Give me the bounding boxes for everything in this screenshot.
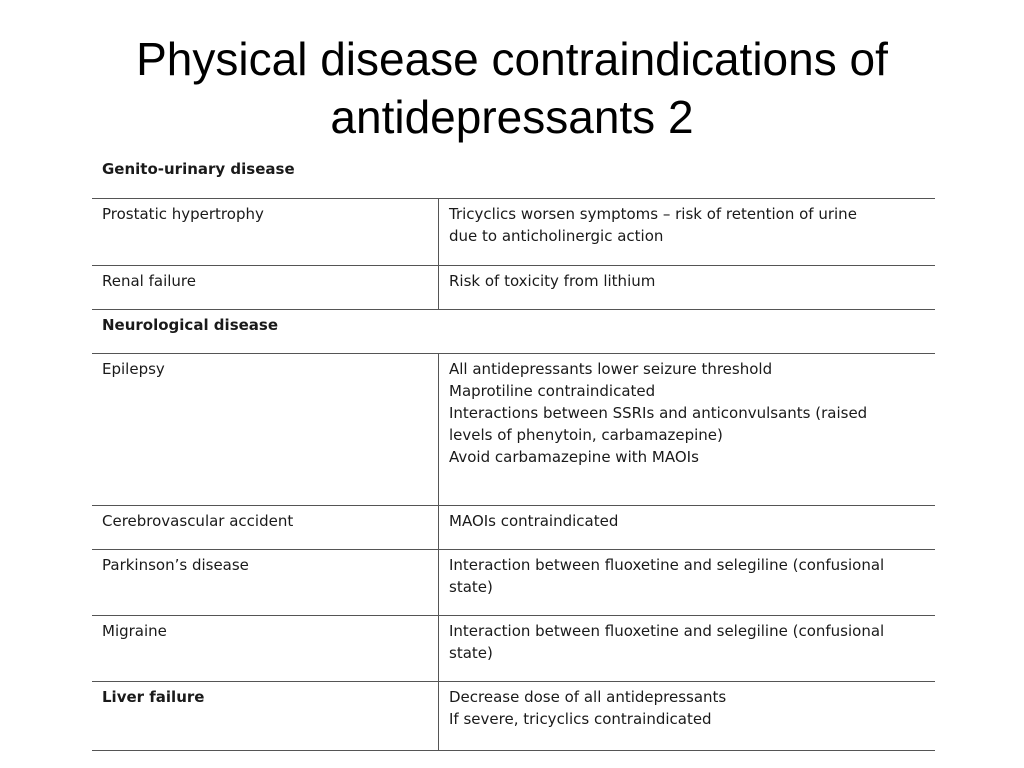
table-row-prostatic-hypertrophy: [92, 199, 935, 266]
section-row-neurological: [92, 310, 935, 354]
condition-cell: Renal failure: [92, 266, 439, 310]
table-row-cerebrovascular-accident: [92, 506, 935, 550]
notes-cell: [439, 199, 936, 266]
section-heading-neurological: Neurological disease: [92, 310, 935, 354]
note-line: Maprotiline contraindicated: [449, 382, 656, 400]
table-row-parkinsons-disease: [92, 550, 935, 616]
condition-cell: Cerebrovascular accident: [92, 506, 439, 550]
note-line: due to anticholinergic action: [449, 227, 664, 245]
notes-cell: [439, 266, 936, 310]
condition-cell: Epilepsy: [92, 354, 439, 506]
contraindications-table-container: [92, 154, 935, 751]
slide-title-line-2: antidepressants 2: [330, 91, 694, 143]
section-heading-genito-urinary: Genito-urinary disease: [92, 154, 935, 199]
note-line: Interaction between fluoxetine and selegiline (confusional: [449, 556, 885, 574]
table-row-liver-failure: [92, 682, 935, 751]
note-line: state): [449, 578, 493, 596]
note-line: state): [449, 644, 493, 662]
slide-title-line-1: Physical disease contraindications of: [136, 33, 888, 85]
note-line: Avoid carbamazepine with MAOIs: [449, 448, 699, 466]
contraindications-table: [92, 154, 935, 751]
note-line: Tricyclics worsen symptoms – risk of retention of urine: [449, 205, 857, 223]
note-line: levels of phenytoin, carbamazepine): [449, 426, 723, 444]
table-row-migraine: [92, 616, 935, 682]
table-row-epilepsy: [92, 354, 935, 506]
note-line: Decrease dose of all antidepressants: [449, 688, 727, 706]
notes-cell: [439, 354, 936, 506]
condition-cell: Liver failure: [92, 682, 439, 751]
note-line: If severe, tricyclics contraindicated: [449, 710, 712, 728]
condition-cell: Prostatic hypertrophy: [92, 199, 439, 266]
slide-title: [0, 30, 1024, 146]
note-line: All antidepressants lower seizure threshold: [449, 360, 773, 378]
notes-cell: [439, 506, 936, 550]
notes-cell: [439, 682, 936, 751]
condition-cell: Parkinson’s disease: [92, 550, 439, 616]
condition-cell: Migraine: [92, 616, 439, 682]
table-row-renal-failure: [92, 266, 935, 310]
note-line: Risk of toxicity from lithium: [449, 272, 656, 290]
note-line: Interaction between fluoxetine and selegiline (confusional: [449, 622, 885, 640]
notes-cell: [439, 616, 936, 682]
note-line: MAOIs contraindicated: [449, 512, 619, 530]
section-row-genito-urinary: [92, 154, 935, 199]
note-line: Interactions between SSRIs and anticonvulsants (raised: [449, 404, 868, 422]
notes-cell: [439, 550, 936, 616]
